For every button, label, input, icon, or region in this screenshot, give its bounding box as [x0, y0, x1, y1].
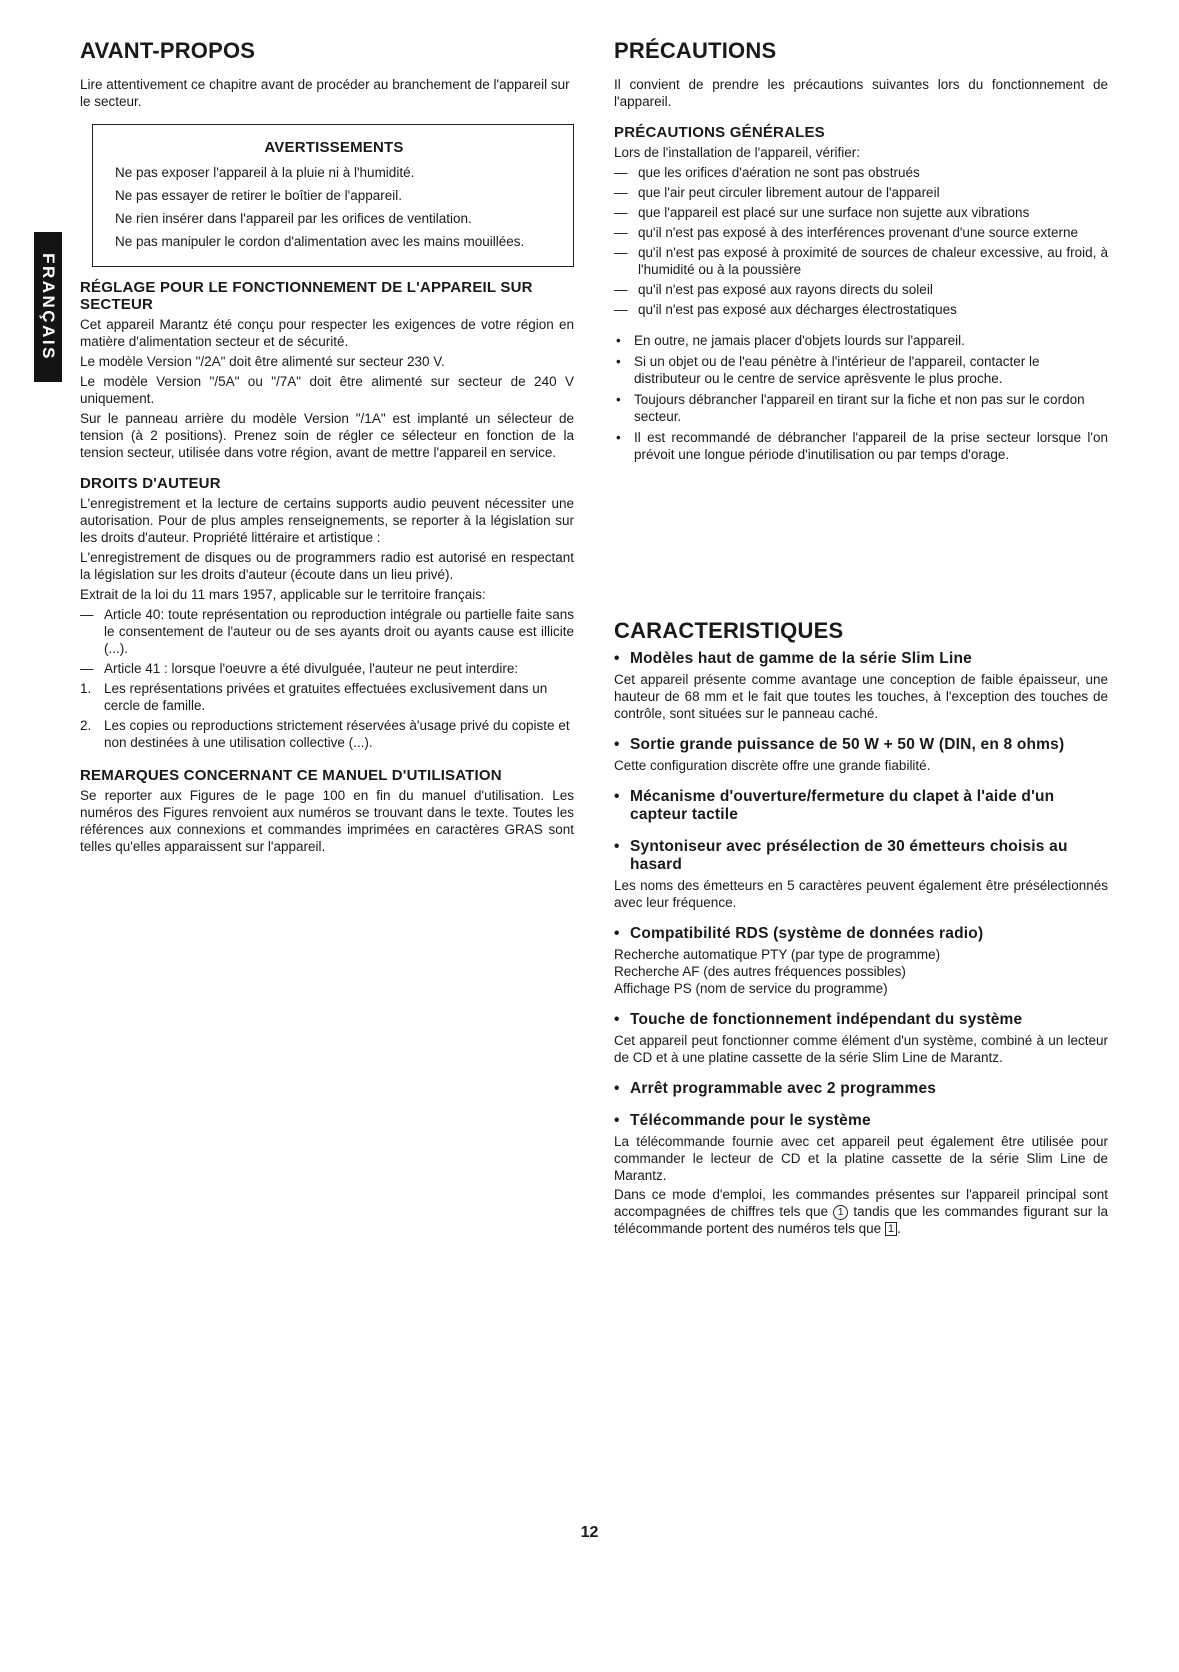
remarques-text: Se reporter aux Figures de le page 100 en fin du manuel d'utilisation. Les numéros des Figures renvoient aux numéros se trouvant dans le texte. Toutes les références aux connexions et commandes imprimées en caractères GRAS sont telles qu'elles apparaissent sur l'appareil. — [80, 788, 574, 854]
feature-text: Les noms des émetteurs en 5 caractères peuvent également être présélectionnés avec leur fréquence. — [614, 878, 1108, 910]
list-item: • Si un objet ou de l'eau pénètre à l'intérieur de l'appareil, contacter le distributeur ou le centre de service aprèsvente le plus proche. — [616, 354, 1040, 386]
feature-heading: • Syntoniseur avec présélection de 30 émetteurs choisis au hasard — [614, 838, 1068, 873]
feature-text: Recherche automatique PTY (par type de programme) — [614, 947, 941, 962]
warnings-box — [92, 124, 574, 267]
droits-paragraph: Extrait de la loi du 11 mars 1957, applicable sur le territoire français: — [80, 587, 486, 602]
precautions-title: PRÉCAUTIONS — [614, 38, 777, 63]
warning-item: Ne pas manipuler le cordon d'alimentation avec les mains mouillées. — [115, 234, 525, 249]
list-item: — que l'air peut circuler librement autour de l'appareil — [614, 185, 940, 200]
list-item: • Il est recommandé de débrancher l'appareil de la prise secteur lorsque l'on prévoit une longue période d'inutilisation ou par temps d'orage. — [616, 430, 1108, 462]
precautions-intro: Il convient de prendre les précautions suivantes lors du fonctionnement de l'appareil. — [614, 77, 1108, 109]
warnings-title: AVERTISSEMENTS — [264, 139, 404, 156]
list-item: — qu'il n'est pas exposé à des interférences provenant d'une source externe — [614, 225, 1079, 240]
droits-paragraph: L'enregistrement et la lecture de certains supports audio peuvent nécessiter une autorisation. Pour de plus amples renseignements, se reporter à la législation sur les droits d'auteur. Propriété littéraire et artistique : — [80, 496, 574, 545]
avant-propos-title: AVANT-PROPOS — [80, 38, 256, 63]
left-column — [80, 38, 574, 858]
generales-section — [614, 124, 1108, 463]
droits-section — [80, 475, 574, 751]
feature-text: Affichage PS (nom de service du programme) — [614, 981, 888, 996]
feature-item — [614, 736, 1108, 774]
language-tab-label: FRANÇAIS — [39, 253, 58, 361]
caracteristiques-section — [614, 618, 1108, 1239]
generales-lead: Lors de l'installation de l'appareil, vérifier: — [614, 145, 861, 160]
feature-item — [614, 650, 1108, 722]
feature-heading: • Touche de fonctionnement indépendant du système — [614, 1011, 1023, 1028]
feature-item — [614, 788, 1108, 824]
reglage-section — [80, 279, 574, 461]
feature-text: Recherche AF (des autres fréquences possibles) — [614, 964, 906, 979]
caracteristiques-title: CARACTERISTIQUES — [614, 618, 844, 643]
generales-title: PRÉCAUTIONS GÉNÉRALES — [614, 124, 825, 141]
list-item: — Article 40: toute représentation ou reproduction intégrale ou partielle faite sans le consentement de l'auteur ou de ses ayants droit ou ayants cause est illicite (...). — [80, 607, 574, 656]
list-item: • Toujours débrancher l'appareil en tirant sur la fiche et non pas sur le cordon secteur. — [616, 392, 1085, 424]
warning-item: Ne rien insérer dans l'appareil par les orifices de ventilation. — [115, 211, 472, 226]
language-side-tab — [34, 232, 62, 382]
feature-heading: • Sortie grande puissance de 50 W + 50 W (DIN, en 8 ohms) — [614, 736, 1065, 753]
feature-heading: • Mécanisme d'ouverture/fermeture du clapet à l'aide d'un capteur tactile — [614, 788, 1055, 823]
checks-list — [614, 164, 1108, 318]
list-item: — que l'appareil est placé sur une surface non sujette aux vibrations — [614, 205, 1030, 220]
warning-item: Ne pas exposer l'appareil à la pluie ni à l'humidité. — [115, 165, 415, 180]
boxed-number: 1 — [885, 1222, 897, 1236]
droits-paragraph: L'enregistrement de disques ou de programmers radio est autorisé en respectant la législation sur les droits d'auteur (écoute dans un lieu privé). — [80, 550, 574, 582]
remote-note: Dans ce mode d'emploi, les commandes présentes sur l'appareil principal sont accompagnées de chiffres tels que 1 tandis que les commandes figurant sur la télécommande portent des numéros tels que 1 . — [614, 1187, 1108, 1236]
list-item: — Article 41 : lorsque l'oeuvre a été divulguée, l'auteur ne peut interdire: — [80, 661, 519, 676]
feature-item — [614, 1080, 1108, 1098]
feature-heading: • Modèles haut de gamme de la série Slim Line — [614, 650, 972, 667]
feature-item — [614, 925, 1108, 997]
reglage-paragraph: Sur le panneau arrière du modèle Version "/1A" est implanté un sélecteur de tension (à 2 positions). Prenez soin de régler ce sélecteur en fonction de la tension secteur, utilisée dans votre région, avant de mettre l'appareil en service. — [80, 411, 574, 460]
feature-item — [614, 1112, 1108, 1237]
remarques-section — [80, 767, 574, 855]
feature-text: Cette configuration discrète offre une grande fiabilité. — [614, 758, 931, 773]
feature-item — [614, 1011, 1108, 1066]
list-item: — qu'il n'est pas exposé à proximité de sources de chaleur excessive, au froid, à l'humidité ou à la poussière — [614, 245, 1108, 277]
numbered-list — [80, 680, 574, 751]
reglage-paragraph: Cet appareil Marantz été conçu pour respecter les exigences de votre région en matière d'alimentation secteur et de sécurité. — [80, 317, 574, 349]
list-item: 1. Les représentations privées et gratuites effectuées exclusivement dans un cercle de famille. — [80, 681, 548, 713]
feature-heading: • Arrêt programmable avec 2 programmes — [614, 1080, 937, 1097]
list-item: — qu'il n'est pas exposé aux rayons directs du soleil — [614, 282, 933, 297]
page-number: 12 — [580, 1524, 599, 1541]
list-item: • En outre, ne jamais placer d'objets lourds sur l'appareil. — [616, 333, 965, 348]
avant-propos-intro: Lire attentivement ce chapitre avant de procéder au branchement de l'appareil sur le secteur. — [80, 77, 570, 109]
remarques-title: REMARQUES CONCERNANT CE MANUEL D'UTILISATION — [80, 767, 502, 784]
feature-heading: • Télécommande pour le système — [614, 1112, 871, 1129]
right-column — [614, 38, 1108, 1236]
precautions-bullets — [614, 332, 1108, 463]
feature-text: Cet appareil peut fonctionner comme élément d'un système, combiné à un lecteur de CD et à une platine cassette de la série Slim Line de Marantz. — [614, 1033, 1108, 1065]
articles-list — [80, 606, 574, 677]
list-item: — qu'il n'est pas exposé aux décharges électrostatiques — [614, 302, 957, 317]
feature-text: La télécommande fournie avec cet appareil peut également être utilisée pour commander le lecteur de CD et la platine cassette de la série Slim Line de Marantz. — [614, 1134, 1108, 1183]
feature-item — [614, 838, 1108, 911]
list-item: 2. Les copies ou reproductions strictement réservées à'usage privé du copiste et non destinées à une utilisation collective (...). — [80, 718, 570, 750]
reglage-paragraph: Le modèle Version "/2A" doit être alimenté sur secteur 230 V. — [80, 354, 445, 369]
circled-number: 1 — [833, 1205, 848, 1220]
reglage-paragraph: Le modèle Version "/5A" ou "/7A" doit être alimenté sur secteur de 240 V uniquement. — [80, 374, 574, 406]
feature-text: Cet appareil présente comme avantage une conception de faible épaisseur, une hauteur de 68 mm et le fait que toutes les touches, à l'exception des touches de contrôle, sont situées sur le panneau caché. — [614, 672, 1108, 721]
reglage-title: RÉGLAGE POUR LE FONCTIONNEMENT DE L'APPAREIL SUR SECTEUR — [80, 279, 533, 313]
list-item: — que les orifices d'aération ne sont pas obstrués — [614, 165, 920, 180]
droits-title: DROITS D'AUTEUR — [80, 475, 221, 492]
feature-heading: • Compatibilité RDS (système de données radio) — [614, 925, 984, 942]
warning-item: Ne pas essayer de retirer le boîtier de l'appareil. — [115, 188, 402, 203]
